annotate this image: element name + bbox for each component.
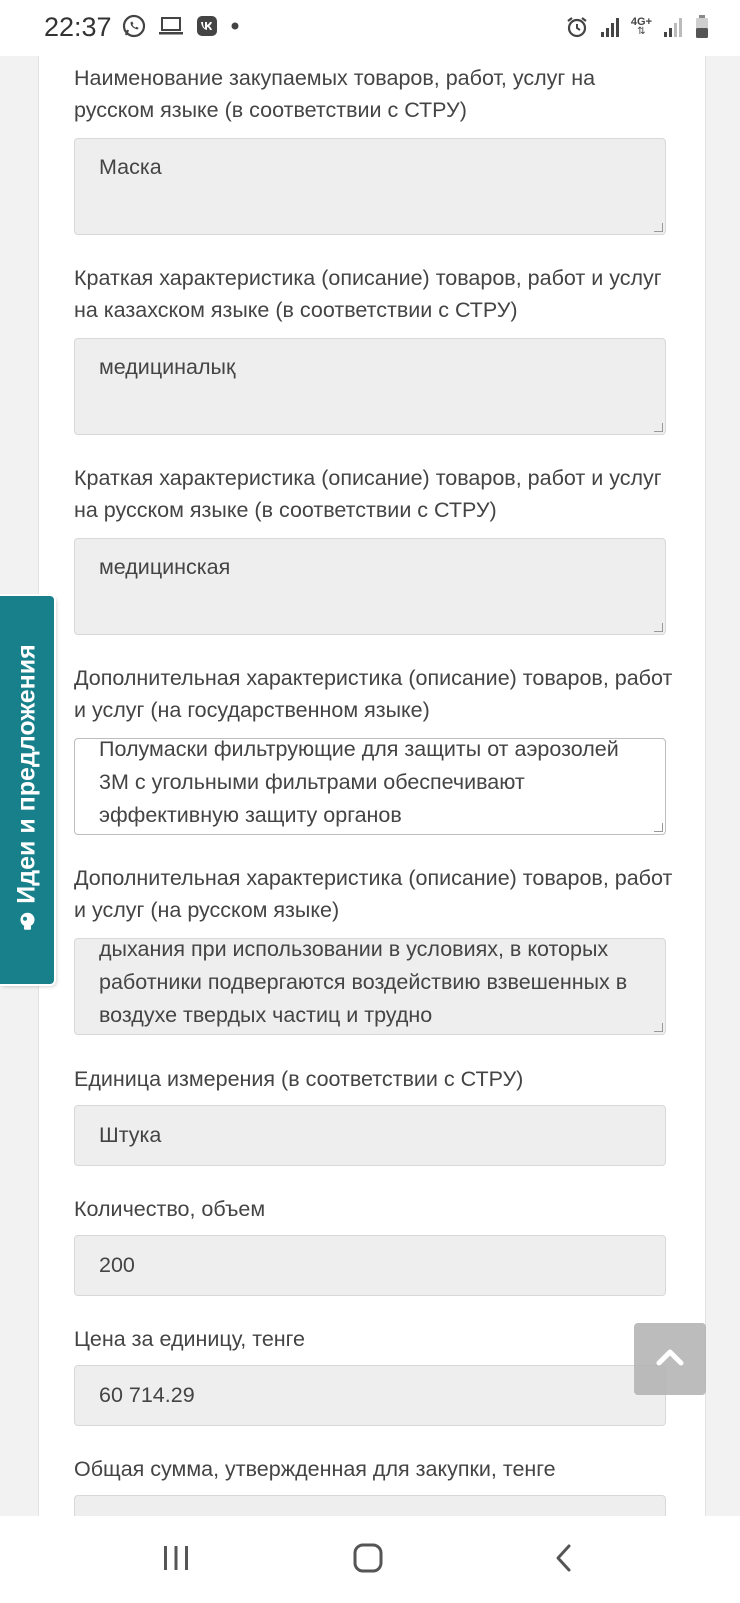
home-button[interactable] — [348, 1542, 388, 1578]
field-value: медициналық — [99, 355, 236, 379]
dot-icon — [230, 21, 240, 31]
field-value: Маска — [99, 155, 162, 179]
field-label-unit-price: Цена за единицу, тенге — [74, 1327, 305, 1351]
system-nav-bar — [0, 1516, 740, 1603]
status-time: 22:37 — [44, 12, 112, 42]
chevron-up-icon — [656, 1347, 684, 1372]
whatsapp-icon — [122, 14, 146, 38]
field-value: Полумаски фильтрующие для защиты от аэрозолей 3М с угольными фильтрами обеспечивают эффективную защиту органов — [99, 738, 619, 827]
field-label-extra-desc-ru: Дополнительная характеристика (описание) товаров, работ и услуг (на русском языке) — [74, 866, 673, 922]
field-label-total-amount: Общая сумма, утвержденная для закупки, тенге — [74, 1457, 556, 1481]
home-icon — [352, 1542, 384, 1579]
field-short-desc-ru-textarea[interactable] — [74, 538, 666, 635]
laptop-icon — [158, 15, 184, 37]
field-label-quantity: Количество, объем — [74, 1197, 266, 1221]
resize-handle-icon[interactable] — [654, 1023, 663, 1032]
alarm-icon — [565, 15, 589, 39]
field-value: дыхания при использовании в условиях, в которых работники подвергаются воздействию взвешенных в воздухе твердых частиц и трудно — [99, 938, 628, 1027]
field-extra-desc-ru-textarea[interactable] — [74, 938, 666, 1035]
status-bar — [0, 0, 740, 56]
field-value: 200 — [99, 1253, 135, 1277]
field-value: Штука — [99, 1123, 162, 1147]
resize-handle-icon[interactable] — [654, 423, 663, 432]
resize-handle-icon[interactable] — [654, 623, 663, 632]
resize-handle-icon[interactable] — [654, 823, 663, 832]
recent-apps-button[interactable] — [156, 1542, 196, 1578]
field-label-extra-desc-kz: Дополнительная характеристика (описание) товаров, работ и услуг (на государственном языке) — [74, 666, 673, 722]
field-label-short-desc-kz: Краткая характеристика (описание) товаров, работ и услуг на казахском языке (в соответствии с СТРУ) — [74, 266, 662, 322]
field-extra-desc-kz-textarea[interactable] — [74, 738, 666, 835]
field-name-ru-textarea[interactable] — [74, 138, 666, 235]
network-label: 4G+ — [630, 16, 652, 28]
back-button[interactable] — [544, 1542, 584, 1578]
scroll-to-top-button[interactable] — [634, 1323, 706, 1395]
field-value: медицинская — [99, 555, 231, 579]
field-short-desc-kz-textarea[interactable] — [74, 338, 666, 435]
lightbulb-icon — [16, 911, 38, 939]
field-quantity-input[interactable] — [74, 1235, 666, 1296]
resize-handle-icon[interactable] — [654, 223, 663, 232]
signal-icon — [599, 16, 621, 38]
back-icon — [554, 1543, 574, 1578]
status-left-icons — [122, 14, 240, 38]
ideas-suggestions-tab[interactable] — [0, 596, 54, 984]
field-value: 60 714.29 — [99, 1383, 195, 1407]
field-label-unit: Единица измерения (в соответствии с СТРУ) — [74, 1067, 524, 1091]
field-unit-price-input[interactable] — [74, 1365, 666, 1426]
battery-icon — [694, 14, 710, 40]
signal-icon-2 — [662, 16, 684, 38]
field-label-short-desc-ru: Краткая характеристика (описание) товаров, работ и услуг на русском языке (в соответствии с СТРУ) — [74, 466, 662, 522]
field-unit-input[interactable] — [74, 1105, 666, 1166]
field-label-name-ru: Наименование закупаемых товаров, работ, услуг на русском языке (в соответствии с СТРУ) — [74, 66, 596, 122]
recent-apps-icon — [161, 1544, 191, 1577]
status-right-icons — [565, 14, 710, 40]
ideas-suggestions-label: Идеи и предложения — [12, 644, 41, 904]
4g-plus-icon: 4G+ ⇅ — [630, 16, 652, 37]
vk-icon — [196, 15, 218, 37]
